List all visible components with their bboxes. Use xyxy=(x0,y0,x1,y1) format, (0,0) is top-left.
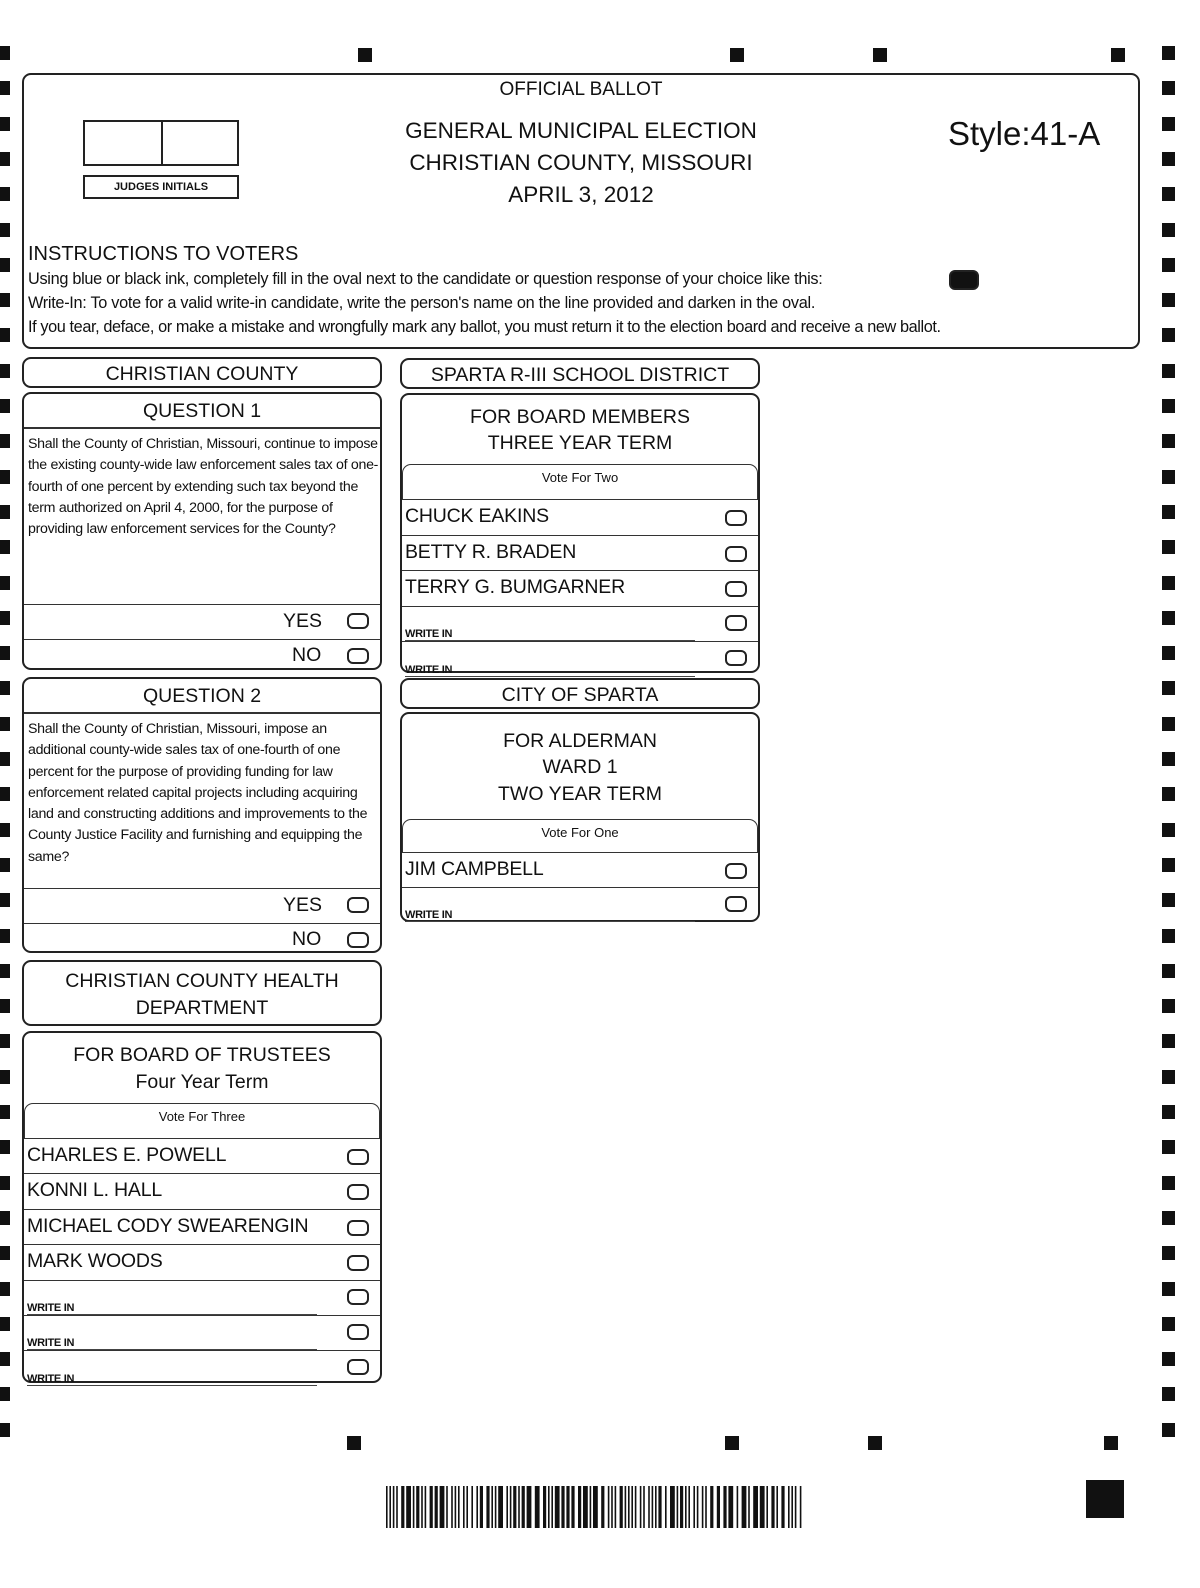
timing-mark xyxy=(0,1140,10,1154)
timing-mark xyxy=(1162,1387,1175,1401)
timing-mark xyxy=(0,1282,10,1296)
write-in-label: WRITE IN xyxy=(27,1337,75,1350)
timing-mark xyxy=(0,399,10,413)
alderman-contest xyxy=(400,712,760,922)
timing-mark xyxy=(1162,858,1175,872)
candidate-oval[interactable] xyxy=(347,1149,369,1165)
timing-mark xyxy=(0,752,10,766)
timing-mark xyxy=(1104,1436,1118,1450)
timing-mark xyxy=(1162,364,1175,378)
timing-mark xyxy=(0,611,10,625)
timing-mark xyxy=(873,48,887,62)
timing-mark xyxy=(1162,964,1175,978)
timing-mark xyxy=(1162,187,1175,201)
instructions-line-3: If you tear, deface, or make a mistake and wrongfully mark any ballot, you must return it to the election board and receive a new ballot. xyxy=(28,318,941,336)
board-of-trustees-contest xyxy=(22,1031,382,1383)
timing-mark xyxy=(0,717,10,731)
timing-mark xyxy=(0,999,10,1013)
timing-mark xyxy=(0,293,10,307)
candidate-oval[interactable] xyxy=(725,581,747,597)
instructions-line-1: Using blue or black ink, completely fill in the oval next to the candidate or question response of your choice like this: xyxy=(28,270,823,288)
school-district-header: SPARTA R-III SCHOOL DISTRICT xyxy=(400,358,760,389)
candidate-name: TERRY G. BUMGARNER xyxy=(405,576,625,598)
timing-mark xyxy=(725,1436,739,1450)
write-in-oval[interactable] xyxy=(347,1359,369,1375)
ballot-barcode xyxy=(386,1486,802,1528)
write-in-oval[interactable] xyxy=(347,1324,369,1340)
timing-mark xyxy=(358,48,372,62)
timing-mark xyxy=(0,1352,10,1366)
question-1-no-oval[interactable] xyxy=(347,648,369,664)
vote-for-label: Vote For One xyxy=(541,825,619,840)
election-title: GENERAL MUNICIPAL ELECTION xyxy=(405,118,757,143)
timing-mark xyxy=(0,46,10,60)
timing-mark xyxy=(0,434,10,448)
timing-mark xyxy=(1162,611,1175,625)
candidate-oval[interactable] xyxy=(347,1255,369,1271)
vote-for-label: Vote For Three xyxy=(158,1109,246,1124)
timing-mark xyxy=(1162,1423,1175,1437)
candidate-name: BETTY R. BRADEN xyxy=(405,540,577,563)
candidate-row[interactable] xyxy=(24,1173,380,1208)
candidate-row[interactable] xyxy=(402,499,758,535)
instructions-title: INSTRUCTIONS TO VOTERS xyxy=(28,243,299,265)
timing-mark xyxy=(1162,646,1175,660)
timing-mark xyxy=(0,576,10,590)
office-term: TWO YEAR TERM xyxy=(498,783,662,805)
write-in-label: WRITE IN xyxy=(27,1301,75,1314)
write-in-row[interactable] xyxy=(24,1280,380,1315)
timing-mark xyxy=(1162,152,1175,166)
timing-mark xyxy=(1162,540,1175,554)
candidate-name: MARK WOODS xyxy=(27,1250,163,1273)
write-in-oval[interactable] xyxy=(725,896,747,912)
candidate-oval[interactable] xyxy=(725,510,747,526)
question-2-text: Shall the County of Christian, Missouri, impose an additional county-wide sales tax of one-fourth of one percent for the purpose of providing funding for law enforcement related capital projects including acquiring land and constructing additions and improvements to the County Justice Facility and furnishing and equipping the same? xyxy=(28,721,368,865)
timing-mark xyxy=(1162,1317,1175,1331)
timing-mark xyxy=(1162,1034,1175,1048)
official-ballot-label: OFFICIAL BALLOT xyxy=(499,79,663,100)
question-1-box xyxy=(22,392,382,670)
timing-mark xyxy=(1162,46,1175,60)
christian-county-header: CHRISTIAN COUNTY xyxy=(22,357,382,388)
timing-mark xyxy=(1162,1352,1175,1366)
timing-mark xyxy=(0,1211,10,1225)
timing-mark xyxy=(0,505,10,519)
candidate-row[interactable] xyxy=(24,1244,380,1279)
candidate-oval[interactable] xyxy=(347,1184,369,1200)
question-2-yes-oval[interactable] xyxy=(347,897,369,913)
write-in-row[interactable] xyxy=(402,887,758,922)
candidate-name: CHUCK EAKINS xyxy=(405,505,549,527)
timing-mark xyxy=(0,1105,10,1119)
question-2-no-row[interactable]: NO xyxy=(24,923,380,953)
office-term: THREE YEAR TERM xyxy=(487,432,673,454)
timing-mark xyxy=(0,1034,10,1048)
write-in-label: WRITE IN xyxy=(405,909,453,921)
timing-mark xyxy=(0,117,10,131)
timing-mark xyxy=(0,823,10,837)
question-2-yes-row[interactable]: YES xyxy=(24,888,380,924)
timing-mark xyxy=(1162,1176,1175,1190)
timing-mark xyxy=(1162,258,1175,272)
timing-mark xyxy=(0,187,10,201)
timing-mark xyxy=(1111,48,1125,62)
timing-mark xyxy=(0,858,10,872)
candidate-row[interactable] xyxy=(402,852,758,887)
write-in-oval[interactable] xyxy=(725,615,747,631)
timing-mark xyxy=(1162,1070,1175,1084)
write-in-oval[interactable] xyxy=(347,1289,369,1305)
timing-mark xyxy=(1162,681,1175,695)
instructions-line-2: Write-In: To vote for a valid write-in candidate, write the person's name on the line provided and darken in the oval. xyxy=(28,294,816,312)
write-in-label: WRITE IN xyxy=(27,1372,75,1385)
timing-mark xyxy=(0,787,10,801)
timing-mark xyxy=(1162,787,1175,801)
candidate-oval[interactable] xyxy=(725,863,747,879)
office-term: Four Year Term xyxy=(135,1071,269,1093)
timing-mark xyxy=(730,48,744,62)
header-box xyxy=(22,73,1140,349)
timing-mark xyxy=(1162,434,1175,448)
timing-mark xyxy=(1162,505,1175,519)
timing-mark xyxy=(0,81,10,95)
timing-mark xyxy=(1086,1480,1124,1518)
timing-mark xyxy=(0,328,10,342)
timing-mark xyxy=(1162,1105,1175,1119)
question-1-text: Shall the County of Christian, Missouri, continue to impose the existing county-wide law enforcement sales tax of one-fourth of one percent by extending such tax beyond the term authorized on April 4, 2000, for the purpose of providing law enforcement services for the County? xyxy=(28,436,379,538)
candidate-row[interactable] xyxy=(402,570,758,606)
timing-mark xyxy=(0,1176,10,1190)
question-1-yes-row[interactable]: YES xyxy=(24,604,380,640)
timing-mark xyxy=(1162,929,1175,943)
question-2-box xyxy=(22,677,382,953)
timing-mark xyxy=(1162,470,1175,484)
candidate-oval[interactable] xyxy=(725,546,747,562)
timing-mark xyxy=(1162,117,1175,131)
timing-mark xyxy=(1162,576,1175,590)
city-of-sparta-header: CITY OF SPARTA xyxy=(400,678,760,709)
timing-mark xyxy=(0,258,10,272)
question-2-title: QUESTION 2 xyxy=(142,685,262,707)
timing-mark xyxy=(1162,223,1175,237)
office-title: FOR BOARD MEMBERS xyxy=(470,406,690,428)
board-members-contest xyxy=(400,393,760,676)
sample-filled-oval xyxy=(949,270,979,290)
timing-mark xyxy=(0,1246,10,1260)
timing-mark xyxy=(1162,399,1175,413)
timing-mark xyxy=(0,964,10,978)
vote-for-label: Vote For Two xyxy=(541,470,619,485)
question-1-no-row[interactable]: NO xyxy=(24,639,380,670)
timing-mark xyxy=(0,893,10,907)
timing-mark xyxy=(0,681,10,695)
candidate-row[interactable] xyxy=(24,1138,380,1173)
timing-mark xyxy=(1162,293,1175,307)
write-in-label: WRITE IN xyxy=(405,628,453,640)
timing-mark xyxy=(868,1436,882,1450)
election-date: APRIL 3, 2012 xyxy=(508,182,654,207)
timing-mark xyxy=(1162,81,1175,95)
timing-mark xyxy=(1162,1246,1175,1260)
judges-initials-boxes[interactable] xyxy=(83,120,239,166)
question-1-yes-oval[interactable] xyxy=(347,613,369,629)
question-2-no-oval[interactable] xyxy=(347,932,369,948)
health-department-header: CHRISTIAN COUNTY HEALTH DEPARTMENT xyxy=(22,960,382,1026)
candidate-name: MICHAEL CODY SWEARENGIN xyxy=(27,1214,309,1237)
timing-mark xyxy=(1162,328,1175,342)
timing-mark xyxy=(1162,752,1175,766)
timing-mark xyxy=(0,152,10,166)
candidate-row[interactable] xyxy=(24,1209,380,1244)
candidate-name: KONNI L. HALL xyxy=(27,1179,163,1202)
candidate-name: JIM CAMPBELL xyxy=(405,858,544,880)
timing-mark xyxy=(1162,717,1175,731)
candidate-oval[interactable] xyxy=(347,1220,369,1236)
timing-mark xyxy=(1162,1282,1175,1296)
timing-mark xyxy=(0,929,10,943)
judges-initials-label: JUDGES INITIALS xyxy=(83,175,239,199)
timing-mark xyxy=(0,1070,10,1084)
timing-mark xyxy=(0,1387,10,1401)
write-in-row[interactable] xyxy=(24,1350,380,1385)
timing-mark xyxy=(0,223,10,237)
office-title: FOR BOARD OF TRUSTEES xyxy=(73,1044,331,1066)
office-ward: WARD 1 xyxy=(542,756,618,778)
timing-mark xyxy=(0,364,10,378)
timing-mark xyxy=(0,1317,10,1331)
timing-mark xyxy=(0,470,10,484)
ballot-style: Style:41-A xyxy=(948,115,1101,152)
office-title: FOR ALDERMAN xyxy=(503,730,657,752)
question-1-title: QUESTION 1 xyxy=(142,400,262,422)
timing-mark xyxy=(0,540,10,554)
county-title: CHRISTIAN COUNTY, MISSOURI xyxy=(409,150,753,175)
write-in-row[interactable] xyxy=(402,641,758,677)
candidate-name: CHARLES E. POWELL xyxy=(27,1144,227,1166)
timing-mark xyxy=(1162,999,1175,1013)
write-in-row[interactable] xyxy=(24,1315,380,1350)
write-in-row[interactable] xyxy=(402,606,758,642)
timing-mark xyxy=(1162,823,1175,837)
timing-mark xyxy=(0,1423,10,1437)
timing-mark xyxy=(1162,893,1175,907)
timing-mark xyxy=(1162,1140,1175,1154)
timing-mark xyxy=(347,1436,361,1450)
write-in-oval[interactable] xyxy=(725,650,747,666)
candidate-row[interactable] xyxy=(402,535,758,571)
timing-mark xyxy=(1162,1211,1175,1225)
timing-mark xyxy=(0,646,10,660)
write-in-label: WRITE IN xyxy=(405,663,453,676)
